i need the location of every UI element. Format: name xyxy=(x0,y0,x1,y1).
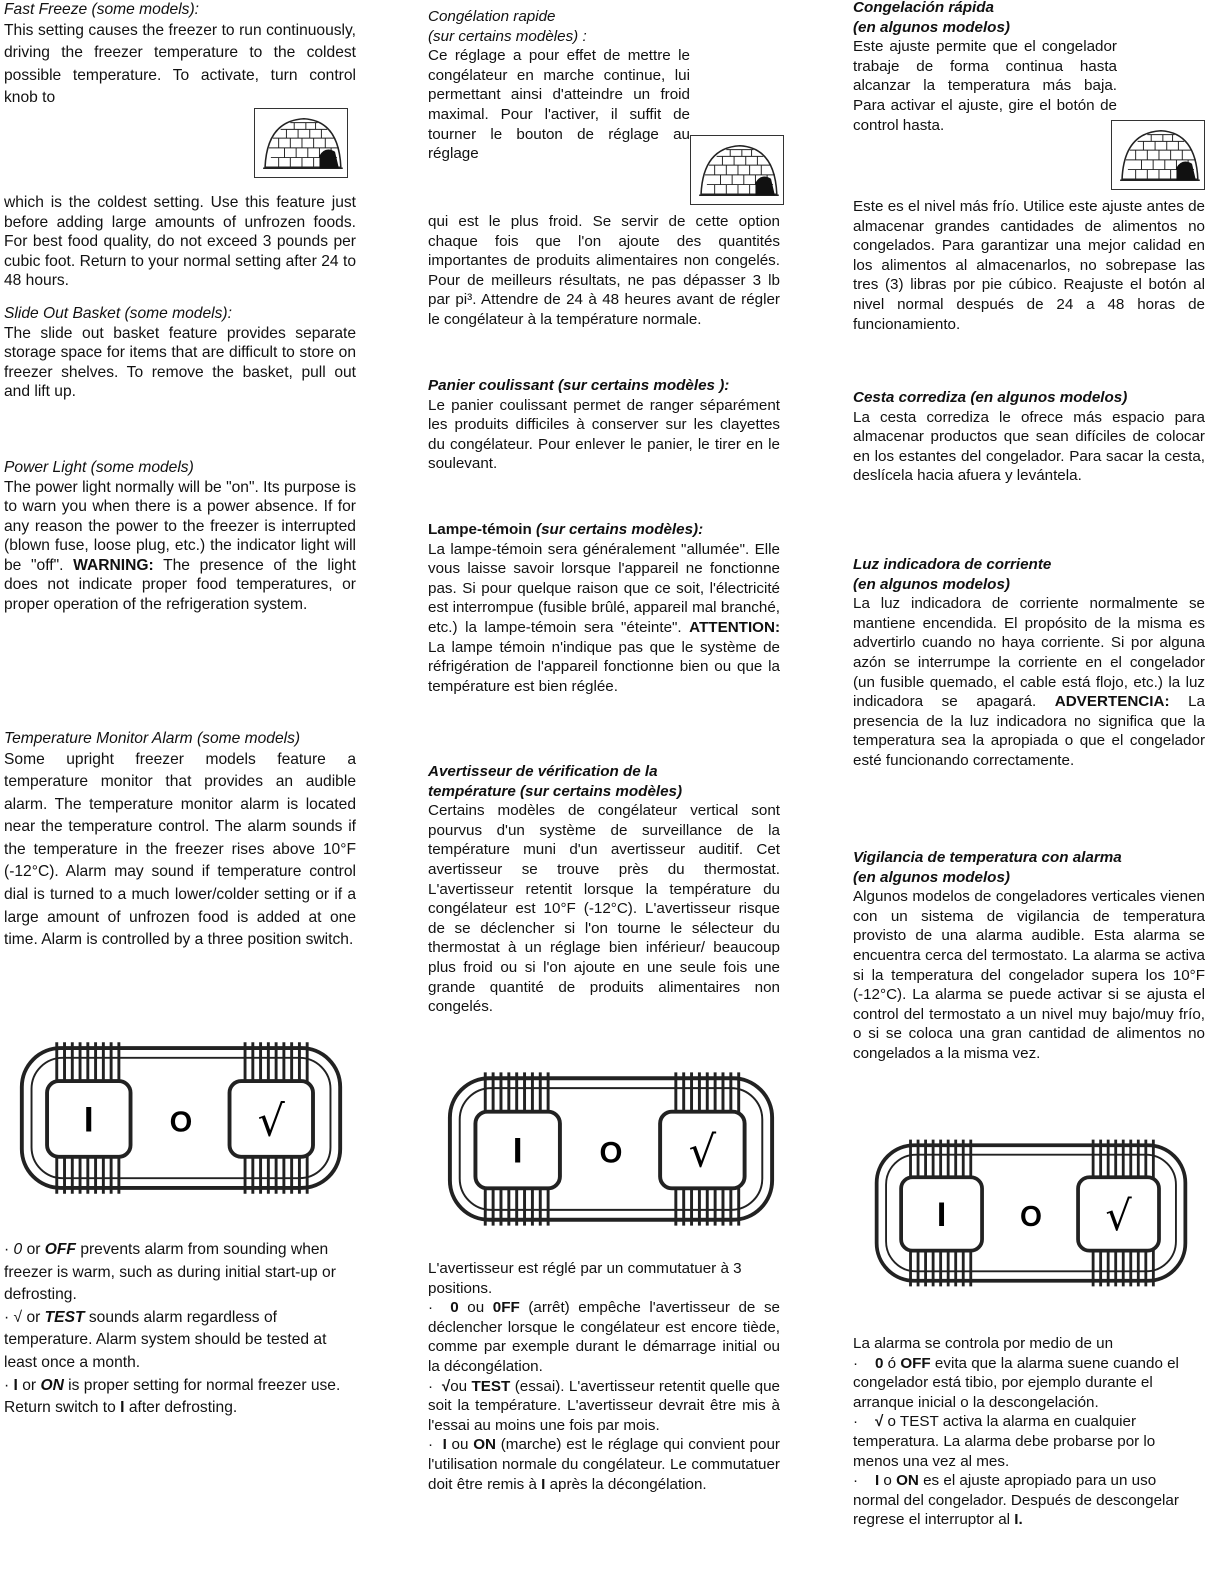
fast-freeze-text-b-block xyxy=(4,193,356,291)
es-fast-freeze-heading-2: (en algunos modelos) xyxy=(853,18,1010,36)
fr-alarm-text: Certains modèles de congélateur vertical sont pourvus d'un système de surveillance de la température muni d'un avertisseur auditif. Cet avertisseur se trouve près du thermostat. L'avertisseur retentit lorsque la température du congélateur est 10°F (-12°C). L'avertisseur risque de se déclencher si l'on tourne le sélecteur du thermostat à un réglage bien inférieur/ beaucoup plus froid ou si l'on ajoute en une seule fois une grande quantité de produits alimentaires non congelés. xyxy=(428,802,780,1016)
switch-on-symbol: I xyxy=(83,1100,94,1140)
es-switch-on-symbol: I xyxy=(936,1196,947,1235)
es-switch-intro: La alarma se controla por medio de un xyxy=(853,1335,1114,1352)
fr-fast-freeze-heading-1: Congélation rapide xyxy=(428,8,556,25)
bullet-off: · 0 or OFF prevents alarm from sounding when freezer is warm, such as during initial start-up or defrosting. xyxy=(4,1241,336,1304)
switch-test-symbol: √ xyxy=(257,1096,285,1147)
igloo-icon xyxy=(254,108,348,178)
es-fast-freeze-text-b: Este es el nivel más frío. Utilice este ajuste antes de almacenar grandes cantidades de alimentos no congelados. Para garantizar una mejor calidad en los alimentos al almacenarlos, no sobrepase las tres (3) libras por pie cúbico. Reajuste el botón al nivel normal después de 24 a 48 horas de funcionamiento. xyxy=(853,198,1205,333)
fr-igloo-icon xyxy=(690,135,784,205)
alarm-settings-list xyxy=(4,1239,356,1420)
es-switch-off-symbol: O xyxy=(1020,1200,1042,1233)
fast-freeze-section xyxy=(4,0,356,110)
es-power-light-heading-2: (en algunos modelos) xyxy=(853,575,1010,593)
temperature-alarm-text: Some upright freezer models feature a temperature monitor that provides an audible alarm. The temperature monitor alarm is located near the temperature control. The alarm sounds if the temperature in the freezer rises above 10°F (-12°C). Alarm may sound if temperature control dial is turned to a much lower/colder setting or if a large amount of unfrozen food is added at one time. Alarm is controlled by a three position switch. xyxy=(4,750,356,949)
es-basket-section xyxy=(853,388,1205,486)
switch-off-symbol: O xyxy=(169,1106,193,1139)
fr-power-light-heading-italic: (sur certains modèles): xyxy=(536,521,704,538)
fr-fast-freeze-text-b-block xyxy=(428,212,780,330)
fr-alarm-heading-2: température (sur certains modèles) xyxy=(428,782,683,800)
fr-switch-test-symbol: √ xyxy=(688,1127,717,1178)
es-basket-heading: Cesta corrediza (en algunos modelos) xyxy=(853,389,1128,406)
es-advertencia-label: ADVERTENCIA: xyxy=(1054,693,1170,711)
slide-out-basket-text: The slide out basket feature provides separate storage space for items that are difficult to store on freezer shelves. To remove the basket, pull out and lift up. xyxy=(4,324,356,400)
es-basket-text: La cesta corrediza le ofrece más espacio para almacenar productos que sean difíciles de colocar en los estantes del congelador. Para sacar la cesta, deslícela hacia afuera y levántela. xyxy=(853,408,1205,485)
es-bullet-test: · √ o TEST activa la alarma en cualquier temperatura. La alarma debe probarse por lo menos una vez al mes. xyxy=(853,1413,1156,1470)
power-light-heading: Power Light (some models) xyxy=(4,459,194,476)
es-fast-freeze-heading-1: Congelación rápida xyxy=(853,0,994,16)
fr-bullet-test: · √ou TEST (essai). L'avertisseur retentit quelle que soit la température. L'avertisseur devrait être mis à l'essai au moins une fois par mois. xyxy=(428,1377,780,1434)
fr-attention-label: ATTENTION: xyxy=(689,618,780,636)
es-alarm-heading-2: (en algunos modelos) xyxy=(853,868,1010,886)
es-igloo-icon xyxy=(1111,120,1205,190)
es-bullet-off: · 0 ó OFF evita que la alarma suene cuando el congelador está tibio, por ejemplo durante el arranque inicial o la descongelación. xyxy=(853,1354,1179,1411)
fr-basket-heading: Panier coulissant (sur certains modèles ): xyxy=(428,377,730,394)
fr-power-light-text-a: La lampe-témoin sera généralement "allumée". Elle vous laisse savoir lorsque l'appareil ne fonctionne pas. Si pour quelque raison que ce soit, l'électricité est interrompue (fusible brûlé, appareil mal branché, etc.) la lampe-témoin sera "éteinte". xyxy=(428,540,780,636)
es-bullet-on: · I o ON es el ajuste apropiado para un uso normal del congelador. Después de descongelar regrese el interruptor al I. xyxy=(853,1472,1179,1529)
fast-freeze-text-a: This setting causes the freezer to run continuously, driving the freezer temperature to the coldest possible temperature. To activate, turn control knob to xyxy=(4,21,356,107)
fr-alarm-heading-1: Avertisseur de vérification de la xyxy=(428,763,658,780)
es-fast-freeze-text-a: Este ajuste permite que el congelador trabaje de forma continua hasta alcanzar la temperatura más baja. Para activar el ajuste, gire el botón de control hasta. xyxy=(853,38,1117,134)
power-light-text-b: The presence of the light does not indicate proper food temperatures, or proper operation of the refrigeration system. xyxy=(4,556,356,613)
fr-switch-on-symbol: I xyxy=(512,1131,523,1171)
fast-freeze-heading: Fast Freeze (some models): xyxy=(4,1,199,18)
alarm-switch-diagram xyxy=(16,1040,346,1196)
es-power-light-text-b: La presencia de la luz indicadora no significa que la temperatura sea la apropiada o que el congelador esté funcionando correctamente. xyxy=(853,693,1205,769)
fr-switch-off-symbol: O xyxy=(599,1136,623,1170)
fr-power-light-text-b: La lampe témoin n'indique pas que le système de réfrigération de l'appareil fonctionne bien ou que la température est bien réglée. xyxy=(428,638,780,695)
fr-basket-text: Le panier coulissant permet de ranger séparément les produits difficiles à conserver sur les clayettes du congélateur. Pour enlever le panier, le tirer en le soulevant. xyxy=(428,396,780,473)
es-fast-freeze-section xyxy=(853,0,1205,135)
fr-power-light-section xyxy=(428,520,780,696)
fr-fast-freeze-text-a: Ce réglage a pour effet de mettre le congélateur en marche continue, lui permettant ainsi d'atteindre un froid maximal. Pour l'activer, il suffit de tourner le bouton de réglage au réglage xyxy=(428,47,690,163)
bullet-test: · √ or TEST sounds alarm regardless of temperature. Alarm system should be tested at least once a month. xyxy=(4,1308,327,1371)
fr-alarm-switch-diagram xyxy=(444,1070,778,1228)
fr-alarm-section xyxy=(428,762,780,1017)
es-power-light-heading-1: Luz indicadora de corriente xyxy=(853,556,1052,573)
fr-basket-section xyxy=(428,376,780,474)
fr-alarm-settings-list xyxy=(428,1259,780,1494)
temperature-alarm-heading: Temperature Monitor Alarm (some models) xyxy=(4,730,301,747)
es-alarm-settings-list xyxy=(853,1334,1205,1530)
fr-bullet-on: · I ou ON (marche) est le réglage qui convient pour l'utilisation normale du congélateur. Le commutatuer doit être remis à I après la décongélation. xyxy=(428,1436,780,1493)
es-power-light-text-a: La luz indicadora de corriente normalmente se mantiene encendida. El propósito de la misma es advertirlo cuando no haya corriente. Si por alguna azón se interrumpe la corriente en el congelador (un fusible quemado, el cable está flojo, etc.) la luz indicadora se apagará. xyxy=(853,595,1205,711)
es-switch-test-symbol: √ xyxy=(1105,1191,1132,1240)
warning-label: WARNING: xyxy=(73,556,154,574)
fr-fast-freeze-text-b: qui est le plus froid. Se servir de cette option chaque fois que l'on ajoute des quantités importantes de produits alimentaires non congelés. Pour de meilleurs résultats, ne pas dépasser 3 lb par pi³. Attendre de 24 à 48 heures avant de régler le congélateur à la température normale. xyxy=(428,213,780,328)
fr-power-light-heading: Lampe-témoin xyxy=(428,521,532,538)
es-alarm-heading-1: Vigilancia de temperatura con alarma xyxy=(853,849,1122,866)
fr-switch-intro: L'avertisseur est réglé par un commutatuer à 3 positions. xyxy=(428,1260,742,1297)
fast-freeze-text-b: which is the coldest setting. Use this feature just before adding large amounts of unfrozen foods. For best food quality, do not exceed 3 pounds per cubic foot. Return to your normal setting after 24 to 48 hours. xyxy=(4,194,356,289)
temperature-alarm-section xyxy=(4,729,356,952)
es-alarm-switch-diagram xyxy=(871,1135,1191,1291)
fr-bullet-off: · 0 ou 0FF (arrêt) empêche l'avertisseur de se déclencher lorsque le congélateur est encore tiède, comme par exemple durant le démarrage initial ou la décongélation. xyxy=(428,1299,780,1375)
es-alarm-text: Algunos modelos de congeladores verticales vienen con un sistema de vigilancia de temperatura provisto de una alarma audible. Esta alarma se encuentra cerca del termostato. La alarma se activa si la temperatura del congelador supera los 10°F (-12°C). La alarma se puede activar si se ajusta el control del termostato a un nivel muy bajo/muy frío, o si se coloca una gran cantidad de alimentos no congelados a la misma vez. xyxy=(853,888,1205,1062)
power-light-section xyxy=(4,458,356,614)
es-alarm-section xyxy=(853,848,1205,1064)
fr-fast-freeze-heading-2: (sur certains modèles) : xyxy=(428,27,587,45)
slide-out-basket-section xyxy=(4,304,356,402)
power-light-text-a: The power light normally will be "on". Its purpose is to warn you when there is a power absence. If for any reason the power to the freezer is interrupted (blown fuse, loose plug, etc.) the indicator light will be "off". xyxy=(4,478,356,574)
slide-out-basket-heading: Slide Out Basket (some models): xyxy=(4,305,232,322)
es-fast-freeze-text-b-block xyxy=(853,197,1205,334)
es-power-light-section xyxy=(853,555,1205,771)
bullet-on: · I or ON is proper setting for normal freezer use. Return switch to I after defrosting. xyxy=(4,1376,341,1417)
